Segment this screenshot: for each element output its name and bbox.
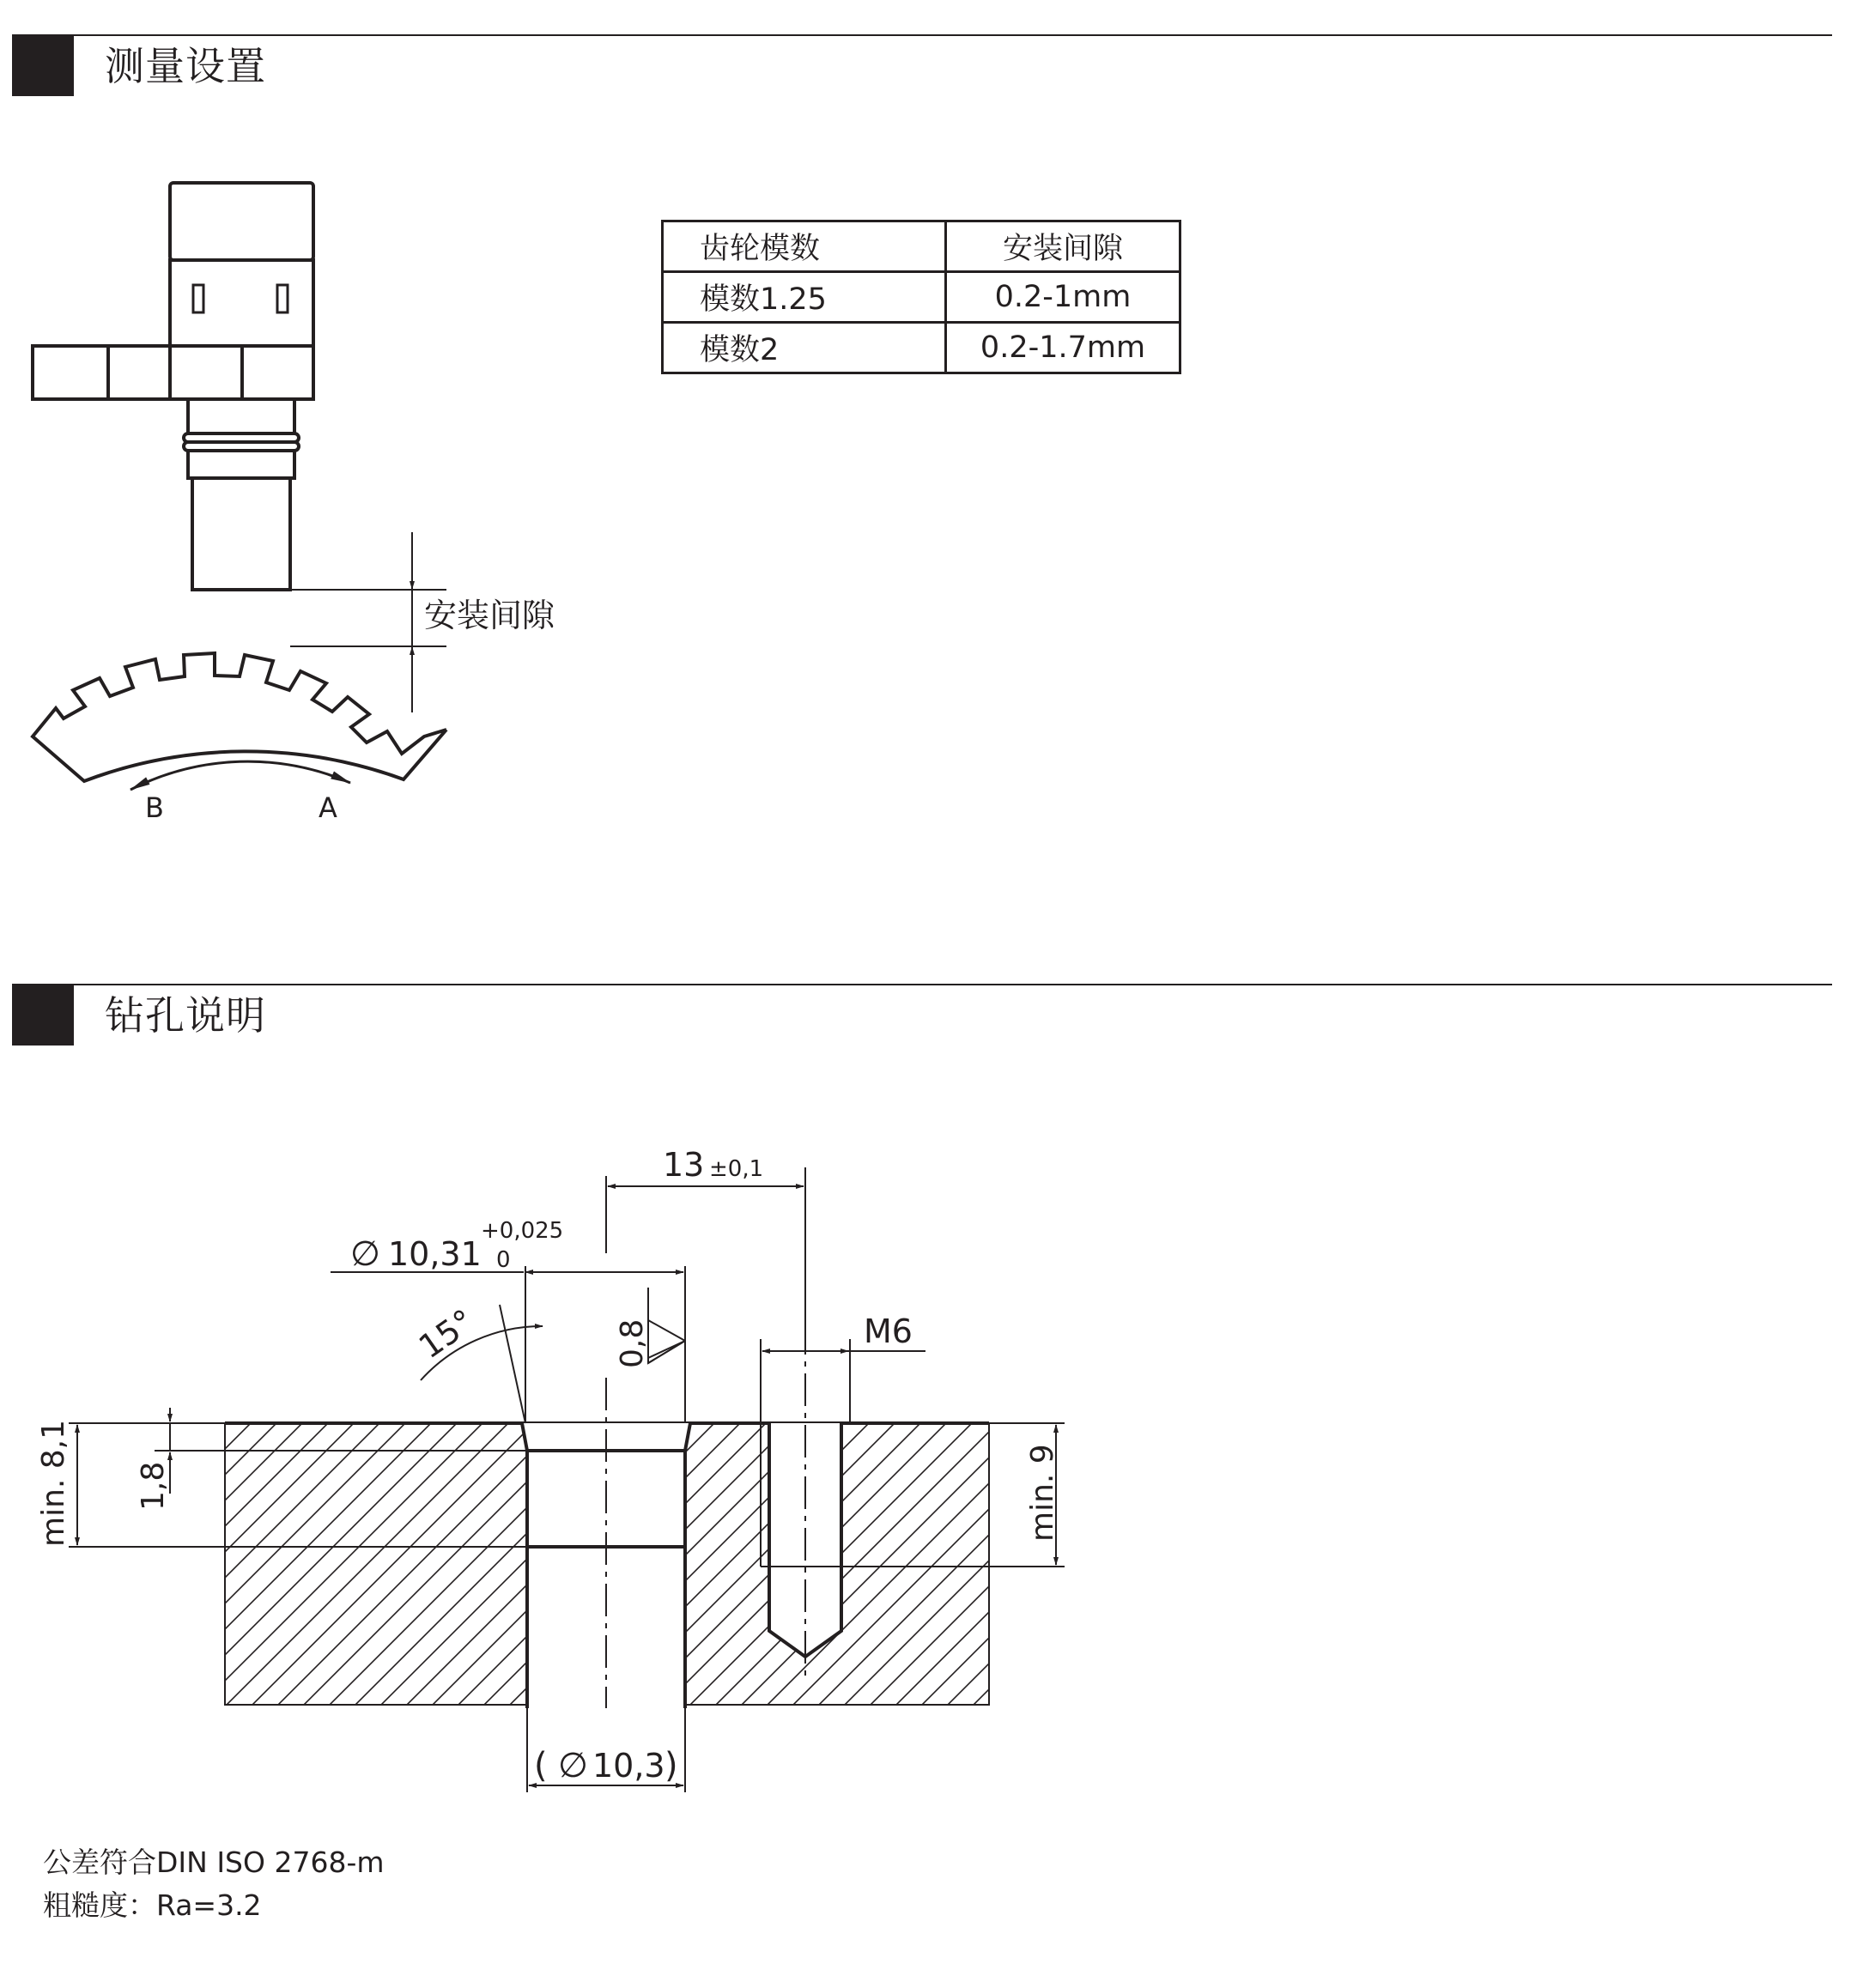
table-row [663,272,1180,323]
direction-label-a: A [319,791,337,824]
table-cell: 模数2 [663,323,946,373]
threaded-hole [769,1322,841,1682]
dim-depth-left: min. 8,1 [36,1419,71,1547]
dim-bottom-paren-close: ) [664,1746,678,1785]
section-title-measurement: 测量设置 [105,43,266,89]
tolerance-note: 公差符合DIN ISO 2768-m [43,1846,385,1879]
dim-bore-tol-lower: 0 [496,1247,511,1273]
section-divider [12,984,1832,985]
section-marker [12,34,74,96]
table-cell: 0.2-1mm [946,272,1180,323]
gap-label: 安装间隙 [424,597,555,634]
section-marker [12,984,74,1046]
dim-bottom-paren-open: ( [534,1746,548,1785]
section-divider [12,34,1832,36]
section-title-drilling: 钻孔说明 [105,992,266,1039]
gap-dimension [290,532,446,712]
roughness-note: 粗糙度：Ra=3.2 [43,1888,262,1922]
diameter-symbol: ∅ [350,1234,380,1274]
dim-chamfer: 1,8 [136,1461,171,1511]
dim-bore-tol-upper: +0,025 [481,1218,564,1244]
workpiece-block [225,1423,989,1705]
dim-thread: M6 [864,1312,913,1350]
table-header-cell: 齿轮模数 [663,221,946,272]
dim-distance-tolerance: ±0,1 [709,1156,764,1182]
dim-distance: 13 [663,1146,705,1184]
dim-angle: 15° [411,1301,482,1367]
table-header-row [663,221,1180,272]
gear-segment [33,653,446,781]
dim-bottom: 10,3 [592,1747,665,1785]
table-row [663,323,1180,373]
dim-depth-right: min. 9 [1025,1444,1060,1542]
table-cell: 模数1.25 [663,272,946,323]
gear-module-table [661,220,1181,374]
bore-hole [522,1378,690,1708]
dim-roughness: 0,8 [615,1318,650,1368]
diameter-symbol: ∅ [558,1746,588,1785]
dimension-lines [69,1167,1065,1792]
sensor-body [33,183,313,590]
table-header-cell: 安装间隙 [946,221,1180,272]
dim-bore: 10,31 [388,1235,482,1273]
direction-label-b: B [145,791,164,824]
table-cell: 0.2-1.7mm [946,323,1180,373]
rotation-arrow [130,761,350,790]
